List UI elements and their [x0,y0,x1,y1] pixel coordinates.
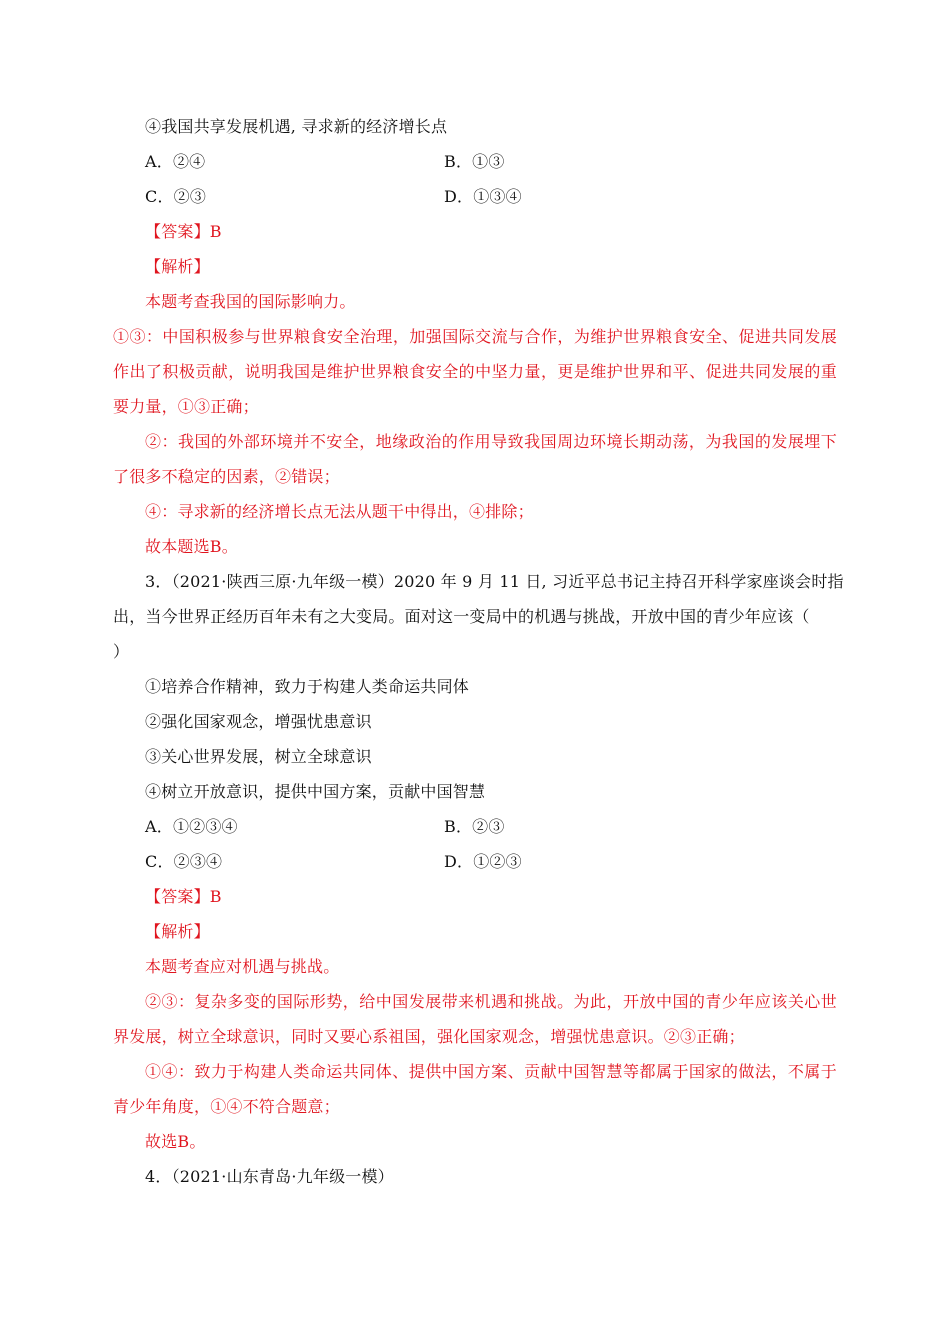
q2-option-d: D．①③④ [444,187,522,206]
q2-options-row-2 [113,179,837,214]
q3-analysis-23-text: ②③：复杂多变的国际形势，给中国发展带来机遇和挑战。为此，开放中国的青少年应该关心世界发展，树立全球意识，同时又要心系祖国，强化国家观念，增强忧患意识。②③正确； [113,992,837,1046]
q3-analysis-conclusion: 故选B。 [145,1132,206,1151]
q3-statement-3: ③关心世界发展，树立全球意识 [145,747,372,766]
q3-statement-4: ④树立开放意识，提供中国方案，贡献中国智慧 [145,782,486,801]
q3-answer: 【答案】B [145,887,222,906]
q2-answer: 【答案】B [145,222,222,241]
q2-analysis-label: 【解析】 [145,257,210,276]
q2-analysis-2-text: ②：我国的外部环境并不安全，地缘政治的作用导致我国周边环境长期动荡，为我国的发展埋下了很多不稳定的因素，②错误； [113,432,837,486]
q2-option-b: B．①③ [444,152,505,171]
q2-analysis-topic: 本题考查我国的国际影响力。 [145,292,356,311]
q3-statement-1: ①培养合作精神，致力于构建人类命运共同体 [145,677,470,696]
q2-analysis-2 [113,424,837,494]
q3-option-b: B．②③ [444,817,505,836]
q3-option-d: D．①②③ [444,852,522,871]
q3-analysis-23 [113,984,837,1054]
q3-analysis-14-text: ①④：致力于构建人类命运共同体、提供中国方案、贡献中国智慧等都属于国家的做法，不属于青少年角度，①④不符合题意； [113,1062,837,1116]
q3-analysis-label: 【解析】 [145,922,210,941]
q3-options-row-2 [113,844,837,879]
q2-options-row-1 [113,144,837,179]
q2-option-c: C．②③ [145,187,207,206]
q2-option-a: A．②④ [145,152,206,171]
document-page [113,109,844,1194]
q4-stem: 4．（2021·山东青岛·九年级一模） [145,1167,394,1186]
q2-statement-4: ④我国共享发展机遇, 寻求新的经济增长点 [145,117,448,136]
q3-stem-line-2: 出，当今世界正经历百年未有之大变局。面对这一变局中的机遇与挑战，开放中国的青少年应该（ [113,607,810,626]
q3-stem-line-1: 3．（2021·陕西三原·九年级一模）2020 年 9 月 11 日, 习近平总书记主持召开科学家座谈会时指 [145,572,844,591]
q3-analysis-topic: 本题考查应对机遇与挑战。 [145,957,340,976]
q2-analysis-conclusion: 故本题选B。 [145,537,238,556]
q2-analysis-13-text: ①③：中国积极参与世界粮食安全治理，加强国际交流与合作，为维护世界粮食安全、促进共同发展作出了积极贡献，说明我国是维护世界粮食安全的中坚力量，更是维护世界和平、促进共同发展的重要力量，①③正确； [113,327,837,416]
q3-option-c: C．②③④ [145,852,223,871]
q3-option-a: A．①②③④ [145,817,238,836]
q3-options-row-1 [113,809,837,844]
q2-analysis-4: ④：寻求新的经济增长点无法从题干中得出，④排除； [145,502,534,521]
q2-analysis-13 [113,319,837,424]
q3-analysis-14 [113,1054,837,1124]
q3-stem-line-3: ） [113,642,130,661]
q3-statement-2: ②强化国家观念，增强忧患意识 [145,712,372,731]
